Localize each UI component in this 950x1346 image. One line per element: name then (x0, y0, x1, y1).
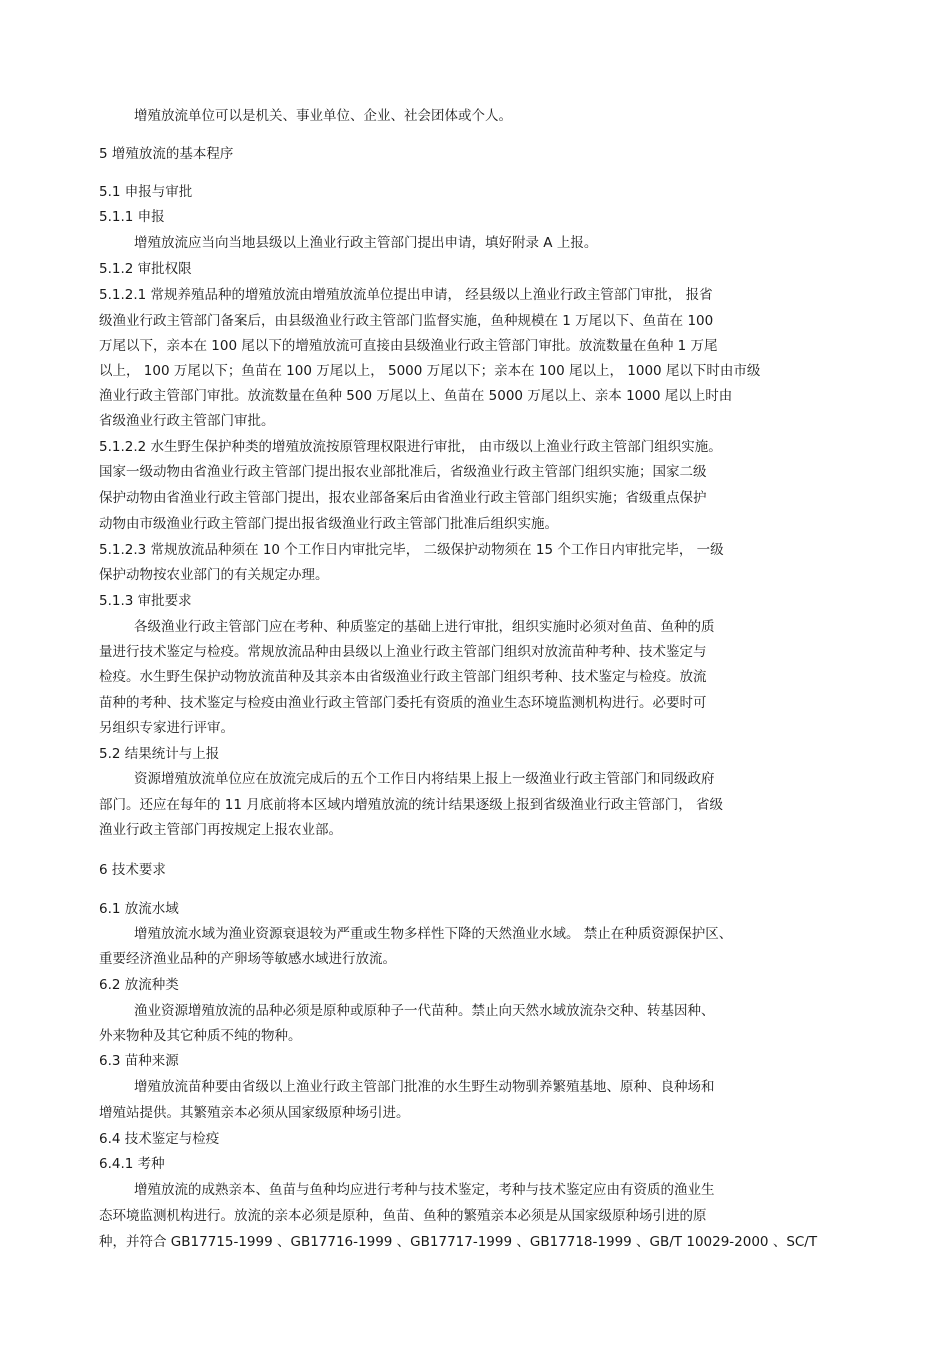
paragraph-line: 以上， 100 万尾以下；鱼苗在 100 万尾以上， 5000 万尾以下；亲本在 100 尾以上， 1000 尾以下时由市级 (99, 363, 761, 379)
section-heading: 5 增殖放流的基本程序 (99, 146, 234, 162)
section-heading: 5.1.1 申报 (99, 209, 165, 225)
paragraph-line: 渔业行政主管部门审批。放流数量在鱼种 500 万尾以上、鱼苗在 5000 万尾以上、亲本 1000 尾以上时由 (99, 388, 733, 404)
section-heading: 5.1.2 审批权限 (99, 261, 192, 277)
paragraph-line: 5.1.2.3 常规放流品种须在 10 个工作日内审批完毕， 二级保护动物须在 15 个工作日内审批完毕， 一级 (99, 542, 724, 558)
paragraph-line: 量进行技术鉴定与检疫。常规放流品种由县级以上渔业行政主管部门组织对放流苗种考种、技术鉴定与 (99, 644, 707, 660)
paragraph-line: 渔业资源增殖放流的品种必须是原种或原种子一代苗种。禁止向天然水域放流杂交种、转基因种、 (134, 1003, 715, 1019)
paragraph-line: 态环境监测机构进行。放流的亲本必须是原种，鱼苗、鱼种的繁殖亲本必须是从国家级原种场引进的原 (99, 1208, 707, 1224)
section-heading: 5.1 申报与审批 (99, 184, 193, 200)
paragraph-line: 外来物种及其它种质不纯的物种。 (99, 1028, 302, 1044)
section-heading: 6.4.1 考种 (99, 1156, 165, 1172)
paragraph-line: 增殖放流苗种要由省级以上渔业行政主管部门批准的水生野生动物驯养繁殖基地、原种、良种场和 (134, 1079, 715, 1095)
paragraph-line: 增殖放流水域为渔业资源衰退较为严重或生物多样性下降的天然渔业水域。 禁止在种质资源保护区、 (134, 926, 733, 942)
paragraph-line: 增殖站提供。其繁殖亲本必须从国家级原种场引进。 (99, 1105, 410, 1121)
paragraph-line: 检疫。水生野生保护动物放流苗种及其亲本由省级渔业行政主管部门组织考种、技术鉴定与检疫。放流 (99, 669, 707, 685)
paragraph-line: 各级渔业行政主管部门应在考种、种质鉴定的基础上进行审批，组织实施时必须对鱼苗、鱼种的质 (134, 619, 715, 635)
paragraph-line: 万尾以下，亲本在 100 尾以下的增殖放流可直接由县级渔业行政主管部门审批。放流数量在鱼种 1 万尾 (99, 338, 718, 354)
paragraph-line: 种，并符合 GB17715-1999 、GB17716-1999 、GB17717-1999 、GB17718-1999 、GB/T 10029-2000 、SC/T (99, 1234, 818, 1250)
paragraph-line: 保护动物由省渔业行政主管部门提出，报农业部备案后由省渔业行政主管部门组织实施；省级重点保护 (99, 490, 707, 506)
paragraph-line: 级渔业行政主管部门备案后，由县级渔业行政主管部门监督实施，鱼种规模在 1 万尾以下、鱼苗在 100 (99, 313, 714, 329)
paragraph-line: 国家一级动物由省渔业行政主管部门提出报农业部批准后，省级渔业行政主管部门组织实施；国家二级 (99, 464, 707, 480)
section-heading: 5.2 结果统计与上报 (99, 746, 220, 762)
paragraph-line: 保护动物按农业部门的有关规定办理。 (99, 567, 329, 583)
paragraph-line: 省级渔业行政主管部门审批。 (99, 413, 275, 429)
section-heading: 6.3 苗种来源 (99, 1053, 179, 1069)
paragraph-line: 动物由市级渔业行政主管部门提出报省级渔业行政主管部门批准后组织实施。 (99, 516, 558, 532)
paragraph-line: 另组织专家进行评审。 (99, 720, 234, 736)
paragraph-line: 部门。还应在每年的 11 月底前将本区域内增殖放流的统计结果逐级上报到省级渔业行政主管部门， 省级 (99, 797, 724, 813)
section-heading: 6 技术要求 (99, 862, 166, 878)
paragraph-line: 5.1.2.1 常规养殖品种的增殖放流由增殖放流单位提出申请， 经县级以上渔业行政主管部门审批， 报省 (99, 287, 713, 303)
section-heading: 6.2 放流种类 (99, 977, 179, 993)
paragraph-line: 苗种的考种、技术鉴定与检疫由渔业行政主管部门委托有资质的渔业生态环境监测机构进行。必要时可 (99, 695, 707, 711)
paragraph-line: 渔业行政主管部门再按规定上报农业部。 (99, 822, 342, 838)
paragraph-line: 增殖放流应当向当地县级以上渔业行政主管部门提出申请，填好附录 A 上报。 (134, 235, 598, 251)
paragraph-line: 增殖放流的成熟亲本、鱼苗与鱼种均应进行考种与技术鉴定，考种与技术鉴定应由有资质的渔业生 (134, 1182, 715, 1198)
section-heading: 6.4 技术鉴定与检疫 (99, 1131, 220, 1147)
paragraph-line: 增殖放流单位可以是机关、事业单位、企业、社会团体或个人。 (134, 108, 512, 124)
section-heading: 5.1.3 审批要求 (99, 593, 192, 609)
paragraph-line: 重要经济渔业品种的产卵场等敏感水域进行放流。 (99, 951, 396, 967)
section-heading: 6.1 放流水域 (99, 901, 179, 917)
paragraph-line: 5.1.2.2 水生野生保护种类的增殖放流按原管理权限进行审批， 由市级以上渔业行政主管部门组织实施。 (99, 439, 722, 455)
paragraph-line: 资源增殖放流单位应在放流完成后的五个工作日内将结果上报上一级渔业行政主管部门和同级政府 (134, 771, 715, 787)
